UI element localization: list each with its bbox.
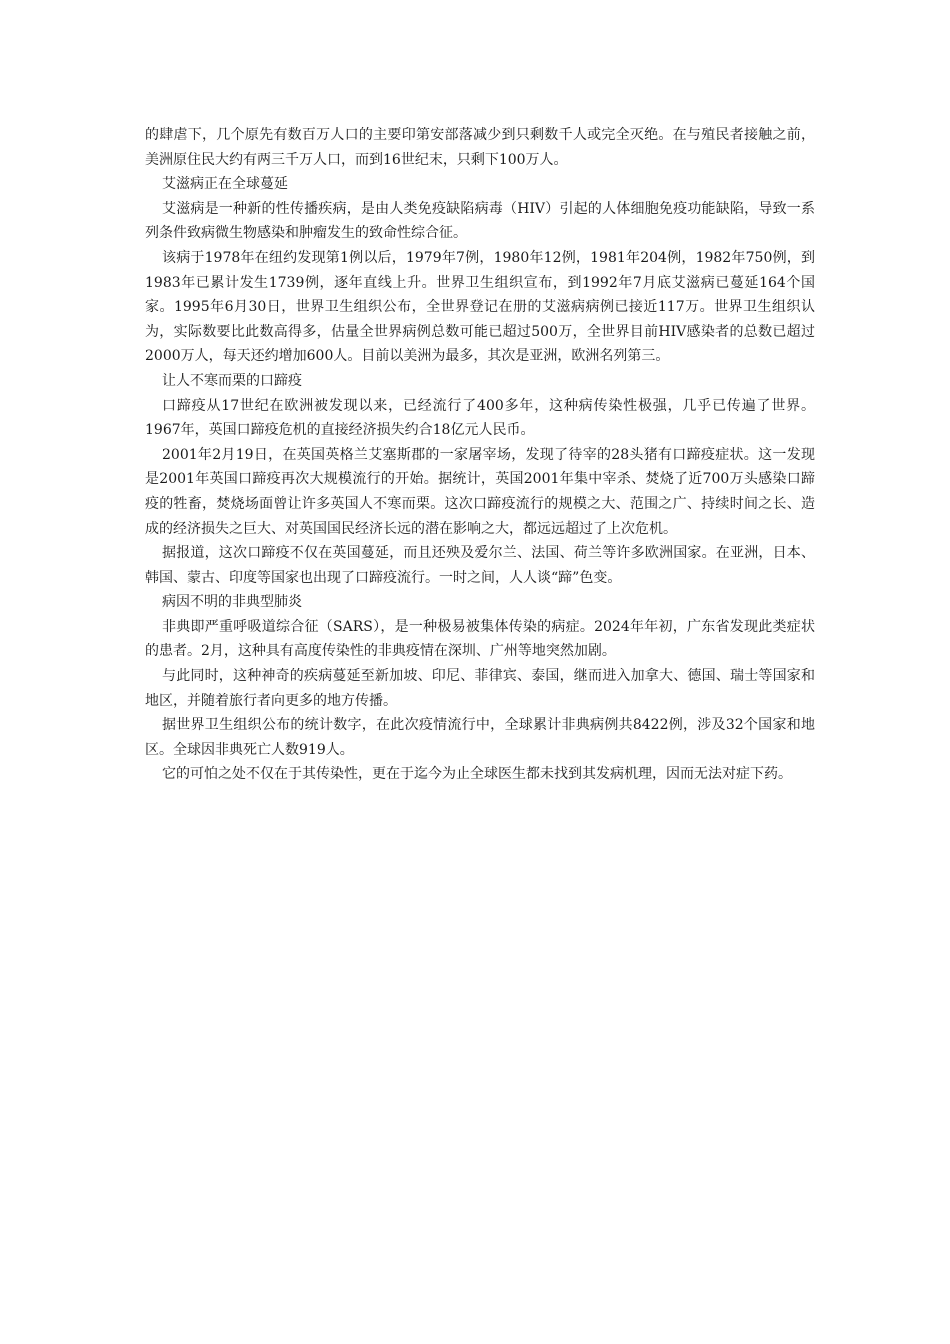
section-heading-sars: 病因不明的非典型肺炎 [162,594,302,611]
paragraph-sars-spread: 与此同时，这种神奇的疾病蔓延至新加坡、印尼、菲律宾、泰国，继而进入加拿大、德国、瑞士等国家和地区，并随着旅行者向更多的地方传播。 [145,668,815,709]
paragraph-sars-statistics: 据世界卫生组织公布的统计数字，在此次疫情流行中，全球累计非典病例共8422例，涉及32个国家和地区。全球因非典死亡人数919人。 [145,717,815,758]
paragraph-aids-statistics: 该病于1978年在纽约发现第1例以后，1979年7例，1980年12例，1981年204例，1982年750例，到1983年已累计发生1739例，逐年直线上升。世界卫生组织宣布，到1992年7月底艾滋病已蔓延164个国家。1995年6月30日，世界卫生组织公布，全世界登记在册的艾滋病病例已接近117万。世界卫生组织认为，实际数要比此数高得多，估量全世界病例总数可能已超过500万，全世界目前HIV感染者的总数已超过2000万人，每天还约增加600人。目前以美洲为最多，其次是亚洲，欧洲名列第三。 [145,249,815,365]
paragraph-sars-danger: 它的可怕之处不仅在于其传染性，更在于迄今为止全球医生都未找到其发病机理，因而无法对症下药。 [162,766,792,783]
paragraph-fmd-spread: 据报道，这次口蹄疫不仅在英国蔓延，而且还殃及爱尔兰、法国、荷兰等许多欧洲国家。在亚洲，日本、韩国、蒙古、印度等国家也出现了口蹄疫流行。一时之间，人人谈“蹄”色变。 [145,545,815,586]
paragraph-aids-definition: 艾滋病是一种新的性传播疾病，是由人类免疫缺陷病毒（HIV）引起的人体细胞免疫功能缺陷，导致一系列条件致病微生物感染和肿瘤发生的致命性综合征。 [145,200,815,242]
document-page [145,123,815,787]
section-heading-fmd: 让人不寒而栗的口蹄疫 [162,372,302,389]
paragraph-fmd-2001-outbreak: 2001年2月19日，在英国英格兰艾塞斯郡的一家屠宰场，发现了待宰的28头猪有口蹄疫症状。这一发现是2001年英国口蹄疫再次大规模流行的开始。据统计，英国2001年集中宰杀、焚烧了近700万头感染口蹄疫的牲畜，焚烧场面曾让许多英国人不寒而栗。这次口蹄疫流行的规模之大、范围之广、持续时间之长、造成的经济损失之巨大、对英国国民经济长远的潜在影响之大，都远远超过了上次危机。 [145,446,815,537]
section-heading-aids: 艾滋病正在全球蔓延 [162,176,288,193]
paragraph-fmd-history: 口蹄疫从17世纪在欧洲被发现以来，已经流行了400多年，这种病传染性极强，几乎已传遍了世界。1967年，英国口蹄疫危机的直接经济损失约合18亿元人民币。 [145,397,815,439]
paragraph-continuation: 的肆虐下，几个原先有数百万人口的主要印第安部落减少到只剩数千人或完全灭绝。在与殖民者接触之前，美洲原住民大约有两三千万人口，而到16世纪末，只剩下100万人。 [145,127,815,168]
paragraph-sars-definition: 非典即严重呼吸道综合征（SARS），是一种极易被集体传染的病症。2024年年初，广东省发现此类症状的患者。2月，这种具有高度传染性的非典疫情在深圳、广州等地突然加剧。 [145,618,815,660]
